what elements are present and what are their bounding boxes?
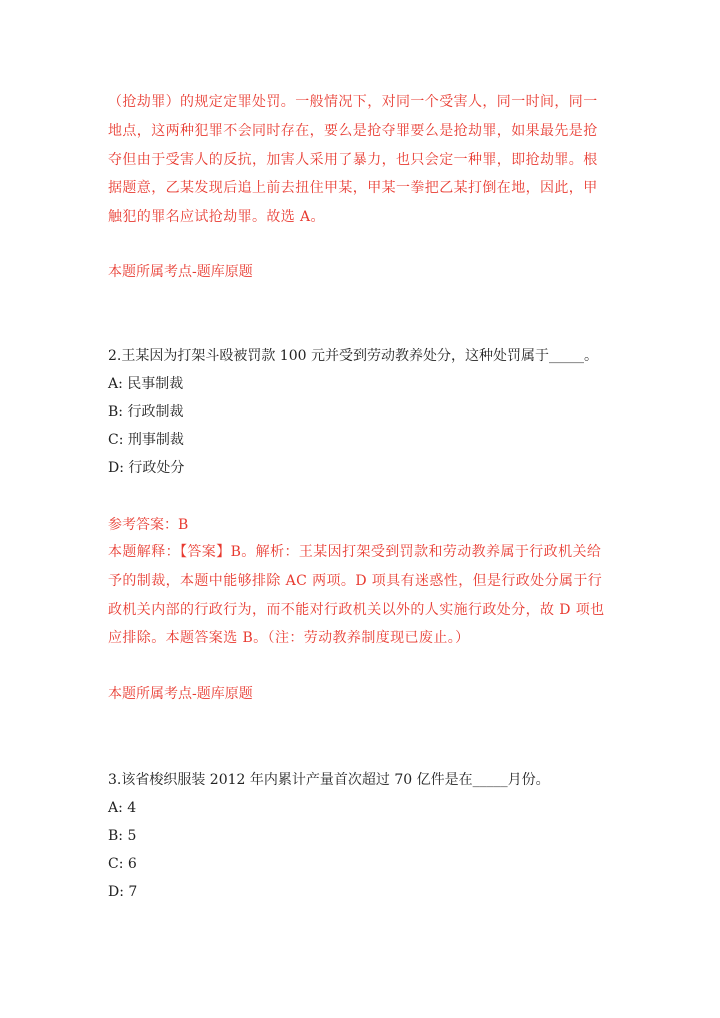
question-2-option-a: A: 民事制裁 bbox=[108, 376, 184, 392]
question-3-option-d: D: 7 bbox=[108, 884, 138, 900]
question-2-option-c: C: 刑事制裁 bbox=[108, 432, 184, 448]
question-2-stem: 2.王某因为打架斗殴被罚款 100 元并受到劳动教养处分，这种处罚属于_____。 bbox=[108, 348, 598, 364]
question-3-option-c: C: 6 bbox=[108, 856, 137, 872]
topic-source-2: 本题所属考点-题库原题 bbox=[108, 686, 253, 702]
topic-source-1: 本题所属考点-题库原题 bbox=[108, 264, 253, 280]
explanation-continued: （抢劫罪）的规定定罪处罚。一般情况下，对同一个受害人，同一时间，同一地点，这两种犯罪不会同时存在，要么是抢夺罪要么是抢劫罪，如果最先是抢夺但由于受害人的反抗，加害人采用了暴力，也只会定一种罪，即抢劫罪。根据题意，乙某发现后追上前去扭住甲某，甲某一拳把乙某打倒在地，因此，甲触犯的罪名应试抢劫罪。故选 A。 bbox=[108, 94, 598, 226]
question-3-option-b: B: 5 bbox=[108, 828, 137, 844]
question-2-option-b: B: 行政制裁 bbox=[108, 404, 184, 420]
question-3-option-a: A: 4 bbox=[108, 800, 137, 816]
question-3-stem: 3.该省梭织服装 2012 年内累计产量首次超过 70 亿件是在_____月份。 bbox=[108, 772, 550, 788]
question-2-explanation: 本题解释：【答案】B。解析：王某因打架受到罚款和劳动教养属于行政机关给予的制裁，本题中能够排除 AC 两项。D 项具有迷惑性，但是行政处分属于行政机关内部的行政行为，而不能对行政机关以外的人实施行政处分，故 D 项也应排除。本题答案选 B。（注：劳动教养制度现已废止。） bbox=[108, 544, 605, 647]
question-2-answer: 参考答案：B bbox=[108, 517, 189, 533]
question-2-option-d: D: 行政处分 bbox=[108, 460, 185, 476]
